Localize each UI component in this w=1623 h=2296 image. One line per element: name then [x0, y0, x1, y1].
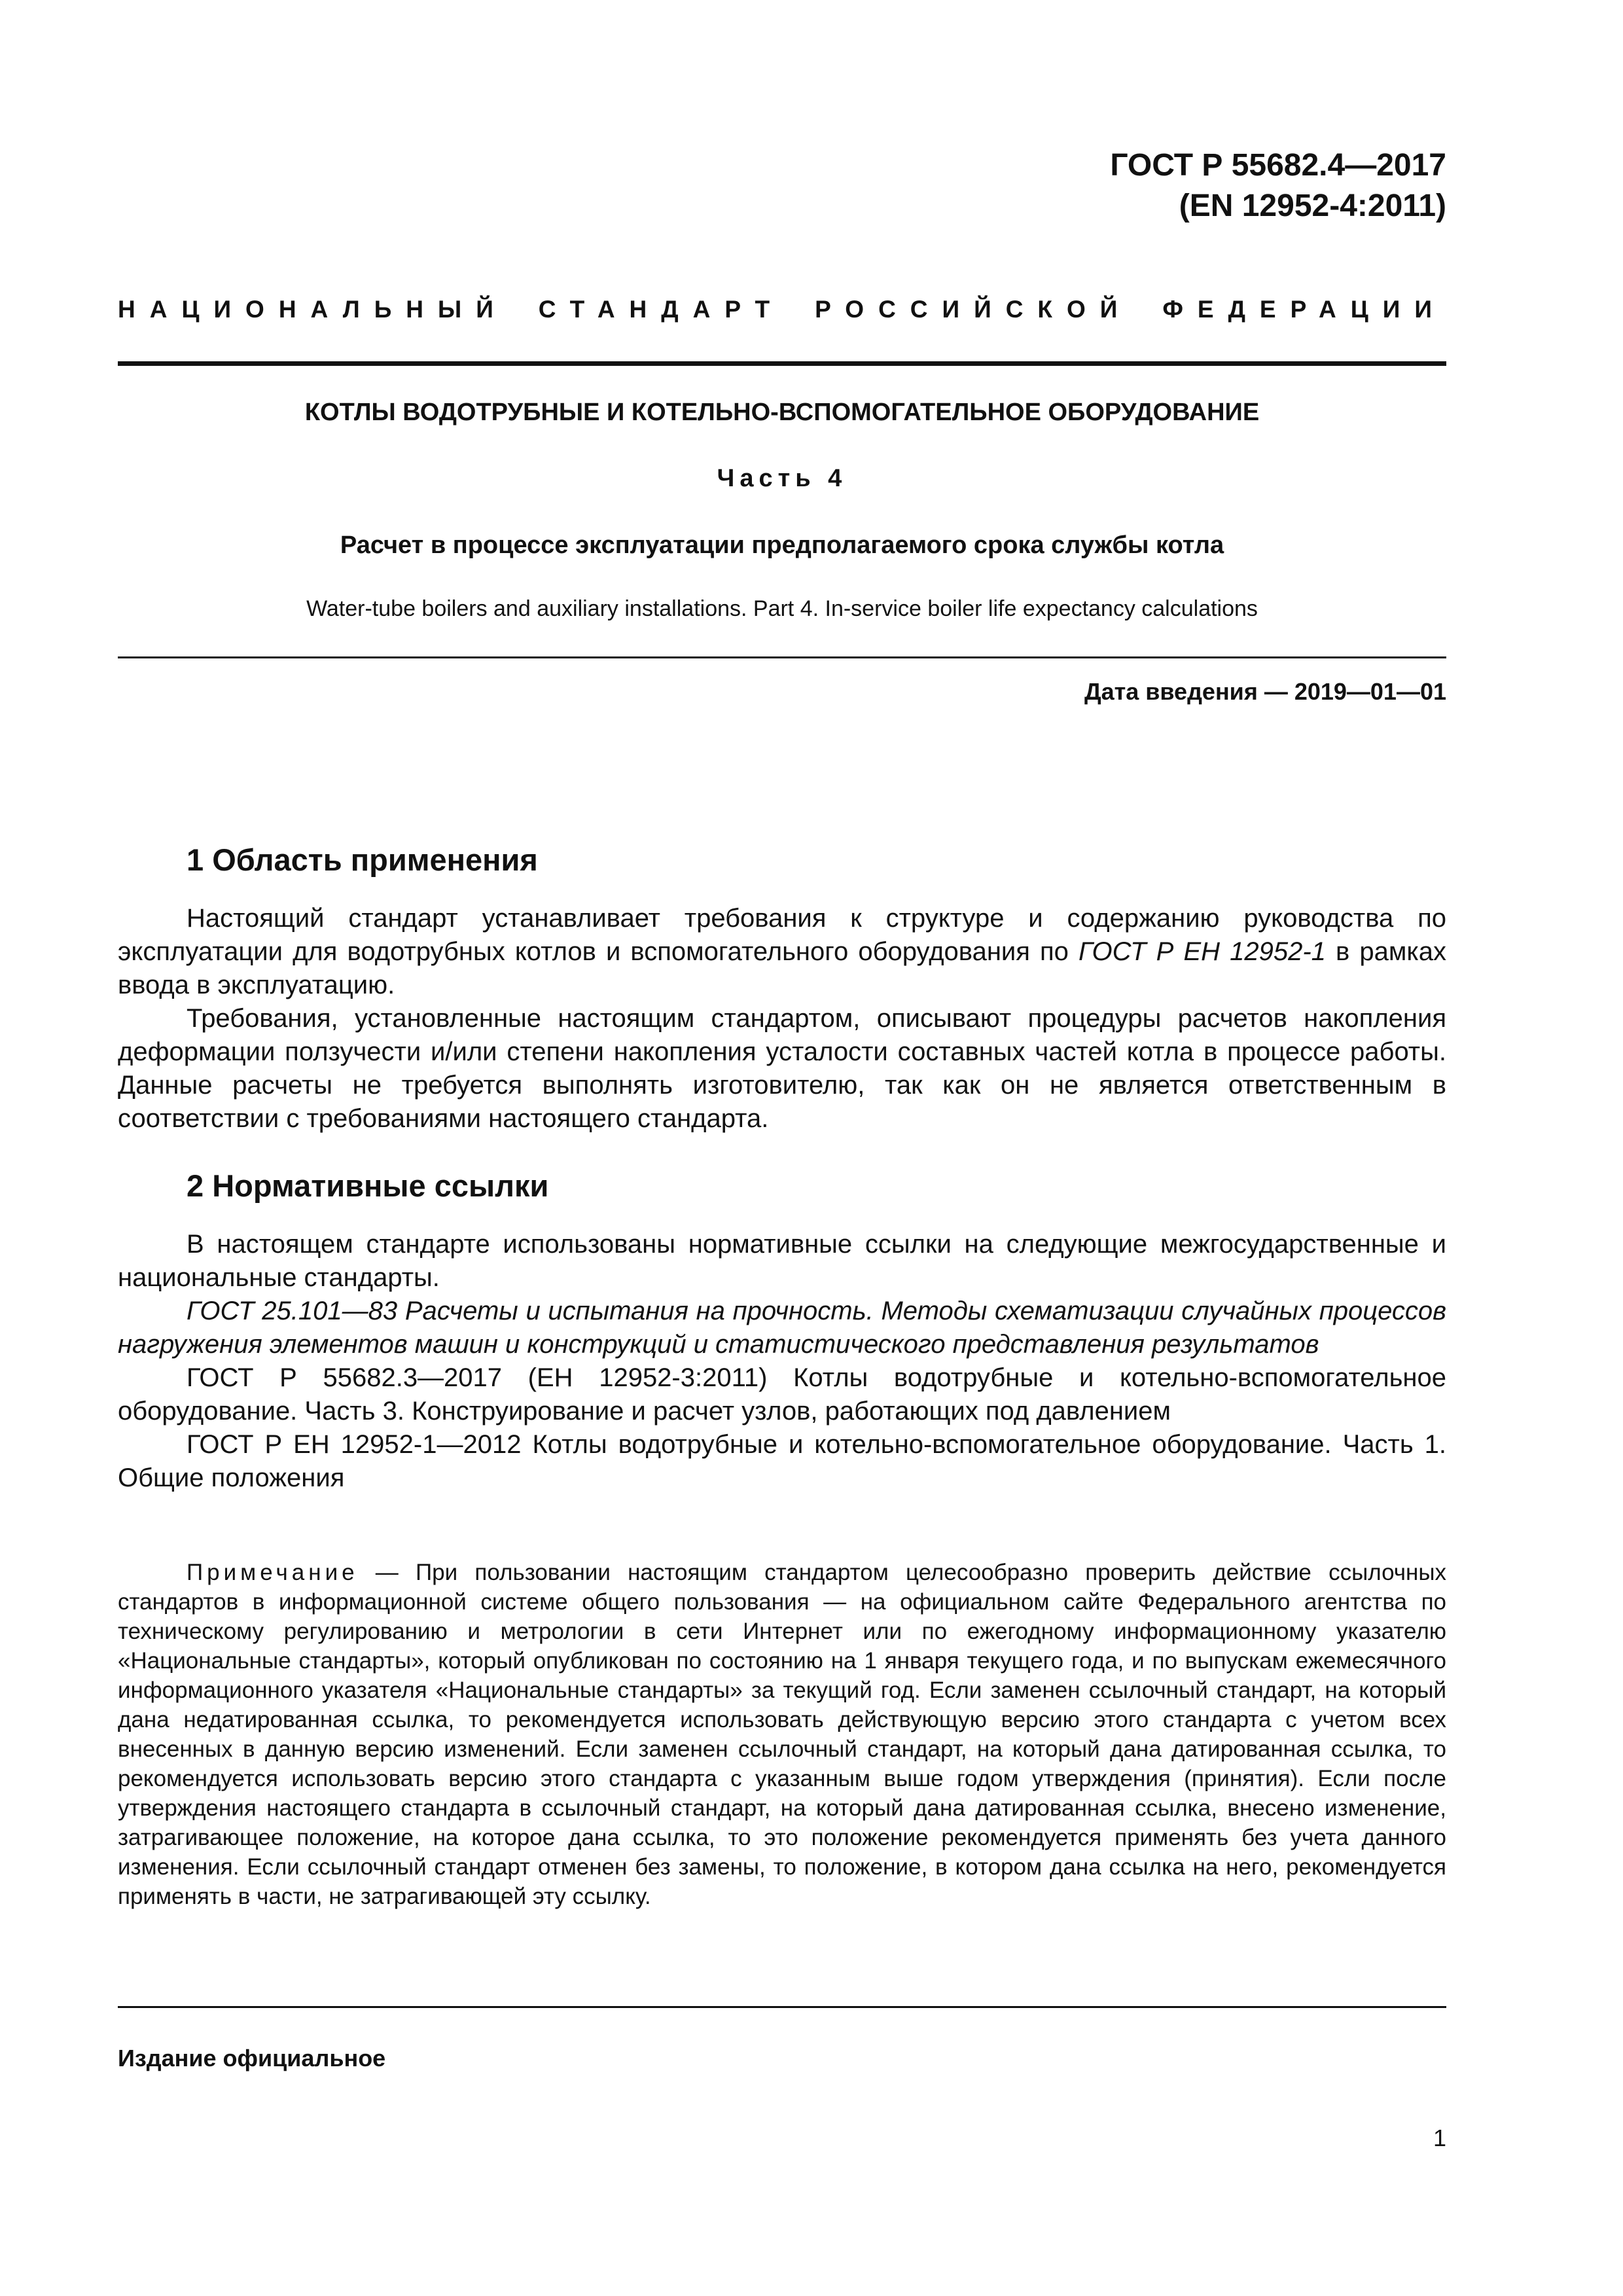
national-word: СТАНДАРТ	[538, 296, 785, 323]
paragraph: В настоящем стандарте использованы нормативные ссылки на следующие межгосударственные и национальные стандарты.	[118, 1230, 1446, 1292]
english-title: Water-tube boilers and auxiliary installations. Part 4. In-service boiler life expectancy calculations	[306, 596, 1258, 621]
footer-divider	[118, 2006, 1446, 2008]
document-title: КОТЛЫ ВОДОТРУБНЫЕ И КОТЕЛЬНО-ВСПОМОГАТЕЛЬНОЕ ОБОРУДОВАНИЕ	[304, 399, 1260, 426]
part-label: Часть 4	[717, 465, 847, 492]
paragraph: Требования, установленные настоящим стандартом, описывают процедуры расчетов накопления деформации ползучести и/или степени накопления усталости составных частей котла в процессе работы. Данные расчеты не требуется выполнять изготовителю, так как он не является ответственным в соответствии с требованиями настоящего стандарта.	[118, 1004, 1446, 1133]
section-2-heading: 2 Нормативные ссылки	[187, 1168, 549, 1203]
section-1-heading: 1 Область применения	[187, 842, 538, 877]
title-divider	[118, 656, 1446, 658]
reference-link: ГОСТ Р ЕН 12952-1	[1079, 937, 1326, 966]
section-1-body	[118, 902, 1446, 1136]
note-text: — При пользовании настоящим стандартом целесообразно проверить действие ссылочных стандартов в информационной системе общего пользования — на официальном сайте Федерального агентства по техническому регулированию и метрологии в сети Интернет или по ежегодному информационному указателю «Национальные стандарты», который опубликован по состоянию на 1 января текущего года, и по выпускам ежемесячного информационного указателя «Национальные стандарты» за текущий год. Если заменен ссылочный стандарт, на который дана недатированная ссылка, то рекомендуется использовать действующую версию этого стандарта с учетом всех внесенных в данную версию изменений. Если заменен ссылочный стандарт, на который дана датированная ссылка, то рекомендуется использовать версию этого стандарта с указанным выше годом утверждения (принятия). Если после утверждения настоящего стандарта в ссылочный стандарт, на который дана датированная ссылка, внесено изменение, затрагивающее положение, на которое дана ссылка, то это положение рекомендуется применять без учета данного изменения. Если ссылочный стандарт отменен без замены, то положение, в котором дана ссылка на него, рекомендуется применять в части, не затрагивающей эту ссылку.	[118, 1560, 1446, 1909]
note-block	[118, 1558, 1446, 1911]
document-subtitle: Расчет в процессе эксплуатации предполагаемого срока службы котла	[340, 531, 1224, 559]
national-standard-line	[118, 293, 1446, 326]
note-label: Примечание	[187, 1560, 359, 1585]
national-word: ФЕДЕРАЦИИ	[1162, 296, 1446, 323]
reference-item: ГОСТ 25.101—83 Расчеты и испытания на прочность. Методы схематизации случайных процессов нагружения элементов машин и конструкций и статистического представления результатов	[118, 1297, 1446, 1359]
header-divider	[118, 361, 1446, 366]
reference-item: ГОСТ Р ЕН 12952-1—2012 Котлы водотрубные и котельно-вспомогательное оборудование. Часть 1. Общие положения	[118, 1430, 1446, 1492]
standard-number: ГОСТ Р 55682.4—2017	[1110, 148, 1446, 183]
reference-item: ГОСТ Р 55682.3—2017 (ЕН 12952-3:2011) Котлы водотрубные и котельно-вспомогательное оборудование. Часть 3. Конструирование и расчет узлов, работающих под давлением	[118, 1363, 1446, 1426]
page-number: 1	[1433, 2125, 1446, 2151]
section-2-body	[118, 1228, 1446, 1495]
national-word: РОССИЙСКОЙ	[815, 296, 1132, 323]
paragraph: Настоящий стандарт устанавливает требования к структуре и содержанию руководства по эксплуатации для водотрубных котлов и вспомогательного оборудования по ГОСТ Р ЕН 12952-1 в рамках ввода в эксплуатацию.	[118, 904, 1446, 999]
introduction-date: Дата введения — 2019—01—01	[1084, 678, 1446, 705]
en-standard-number: (EN 12952-4:2011)	[1179, 188, 1446, 223]
official-edition-label: Издание официальное	[118, 2045, 386, 2072]
national-word: НАЦИОНАЛЬНЫЙ	[118, 296, 508, 323]
standard-designation	[1110, 145, 1446, 226]
